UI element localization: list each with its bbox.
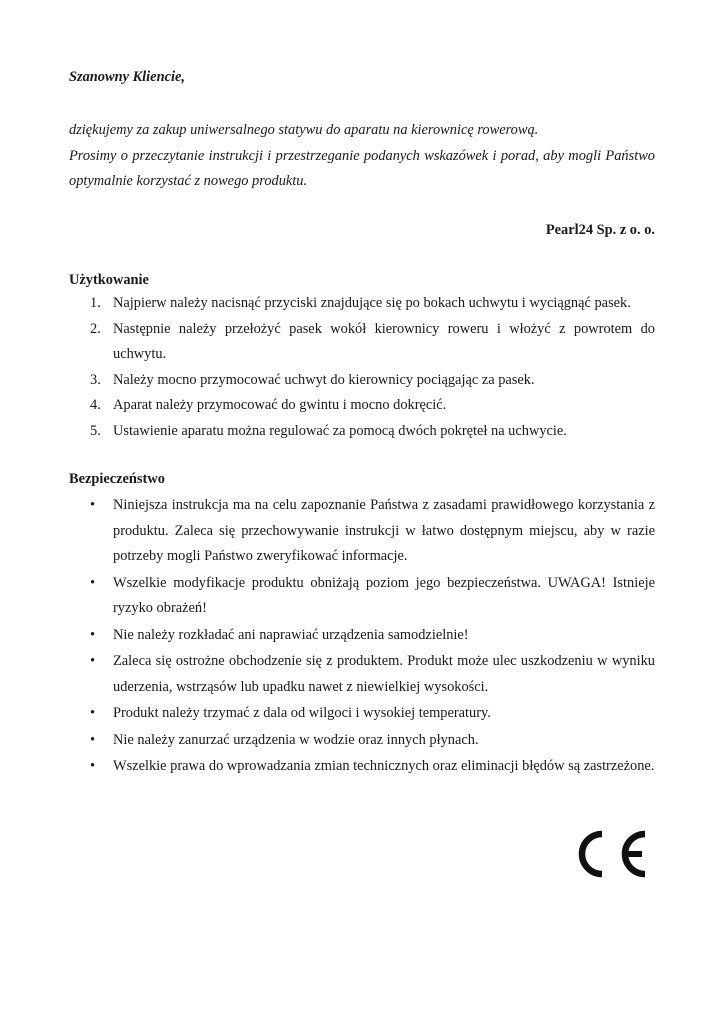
company-signature: Pearl24 Sp. z o. o.: [545, 222, 655, 238]
intro-line-1: dziękujemy za zakup uniwersalnego statywu do aparatu na kierownicę rowerową.: [69, 122, 539, 138]
safety-item-text: Zaleca się ostrożne obchodzenie się z produktem. Produkt może ulec uszkodzeniu w wyniku uderzenia, wstrząsów lub upadku nawet z niewielkiej wysokości.: [113, 653, 655, 695]
usage-item: [69, 419, 655, 445]
usage-item-text: Należy mocno przymocować uchwyt do kierownicy pociągając za pasek.: [113, 371, 535, 388]
safety-item-text: Nie należy rozkładać ani naprawiać urządzenia samodzielnie!: [113, 626, 469, 643]
bullet-icon: •: [90, 731, 96, 748]
safety-item: [69, 728, 655, 754]
usage-list: [69, 291, 655, 444]
safety-item: [69, 623, 655, 649]
intro-paragraph: [69, 118, 655, 195]
bullet-icon: •: [90, 626, 96, 643]
safety-item-text: Nie należy zanurzać urządzenia w wodzie oraz innych płynach.: [113, 731, 479, 748]
usage-heading: Użytkowanie: [69, 272, 149, 288]
safety-item-text: Niniejsza instrukcja ma na celu zapoznanie Państwa z zasadami prawidłowego korzystania z produktu. Zaleca się przechowywanie instrukcji w łatwo dostępnym miejscu, aby w razie potrzeby mogli Państwo zweryfikować informacje.: [113, 497, 655, 564]
usage-item: [69, 393, 655, 419]
usage-item: [69, 291, 655, 317]
bullet-icon: •: [90, 574, 96, 591]
usage-item-text: Najpierw należy nacisnąć przyciski znajdujące się po bokach uchwytu i wyciągnąć pasek.: [113, 295, 631, 311]
safety-item: [69, 493, 655, 570]
usage-item: [69, 368, 655, 394]
safety-item-text: Wszelkie prawa do wprowadzania zmian technicznych oraz eliminacji błędów są zastrzeżone.: [113, 758, 655, 774]
safety-item: [69, 571, 655, 622]
bullet-icon: •: [90, 497, 96, 513]
safety-heading: Bezpieczeństwo: [69, 471, 165, 487]
usage-item-text: Ustawienie aparatu można regulować za pomocą dwóch pokręteł na uchwycie.: [113, 422, 567, 439]
bullet-icon: •: [90, 653, 96, 669]
bullet-icon: •: [90, 758, 96, 774]
usage-item-number: 5.: [90, 422, 101, 439]
usage-item-number: 1.: [90, 295, 101, 311]
usage-item-number: 4.: [90, 397, 101, 413]
usage-item-text: Następnie należy przełożyć pasek wokół kierownicy roweru i włożyć z powrotem do uchwytu.: [113, 320, 655, 362]
usage-item-number: 2.: [90, 320, 101, 337]
usage-item-number: 3.: [90, 371, 101, 388]
safety-item-text: Wszelkie modyfikacje produktu obniżają poziom jego bezpieczeństwa. UWAGA! Istnieje ryzyko obrażeń!: [113, 574, 655, 616]
bullet-icon: •: [90, 705, 96, 721]
ce-mark-icon: [572, 826, 650, 882]
intro-line-2: Prosimy o przeczytanie instrukcji i przestrzeganie podanych wskazówek i porad, aby mogli Państwo optymalnie korzystać z nowego produktu.: [69, 147, 655, 189]
safety-item: [69, 754, 655, 780]
safety-item: [69, 701, 655, 727]
greeting: Szanowny Kliencie,: [69, 69, 185, 85]
usage-item: [69, 317, 655, 368]
safety-item-text: Produkt należy trzymać z dala od wilgoci i wysokiej temperatury.: [113, 705, 491, 721]
usage-item-text: Aparat należy przymocować do gwintu i mocno dokręcić.: [113, 397, 447, 413]
safety-item: [69, 649, 655, 700]
safety-list: [69, 493, 655, 781]
